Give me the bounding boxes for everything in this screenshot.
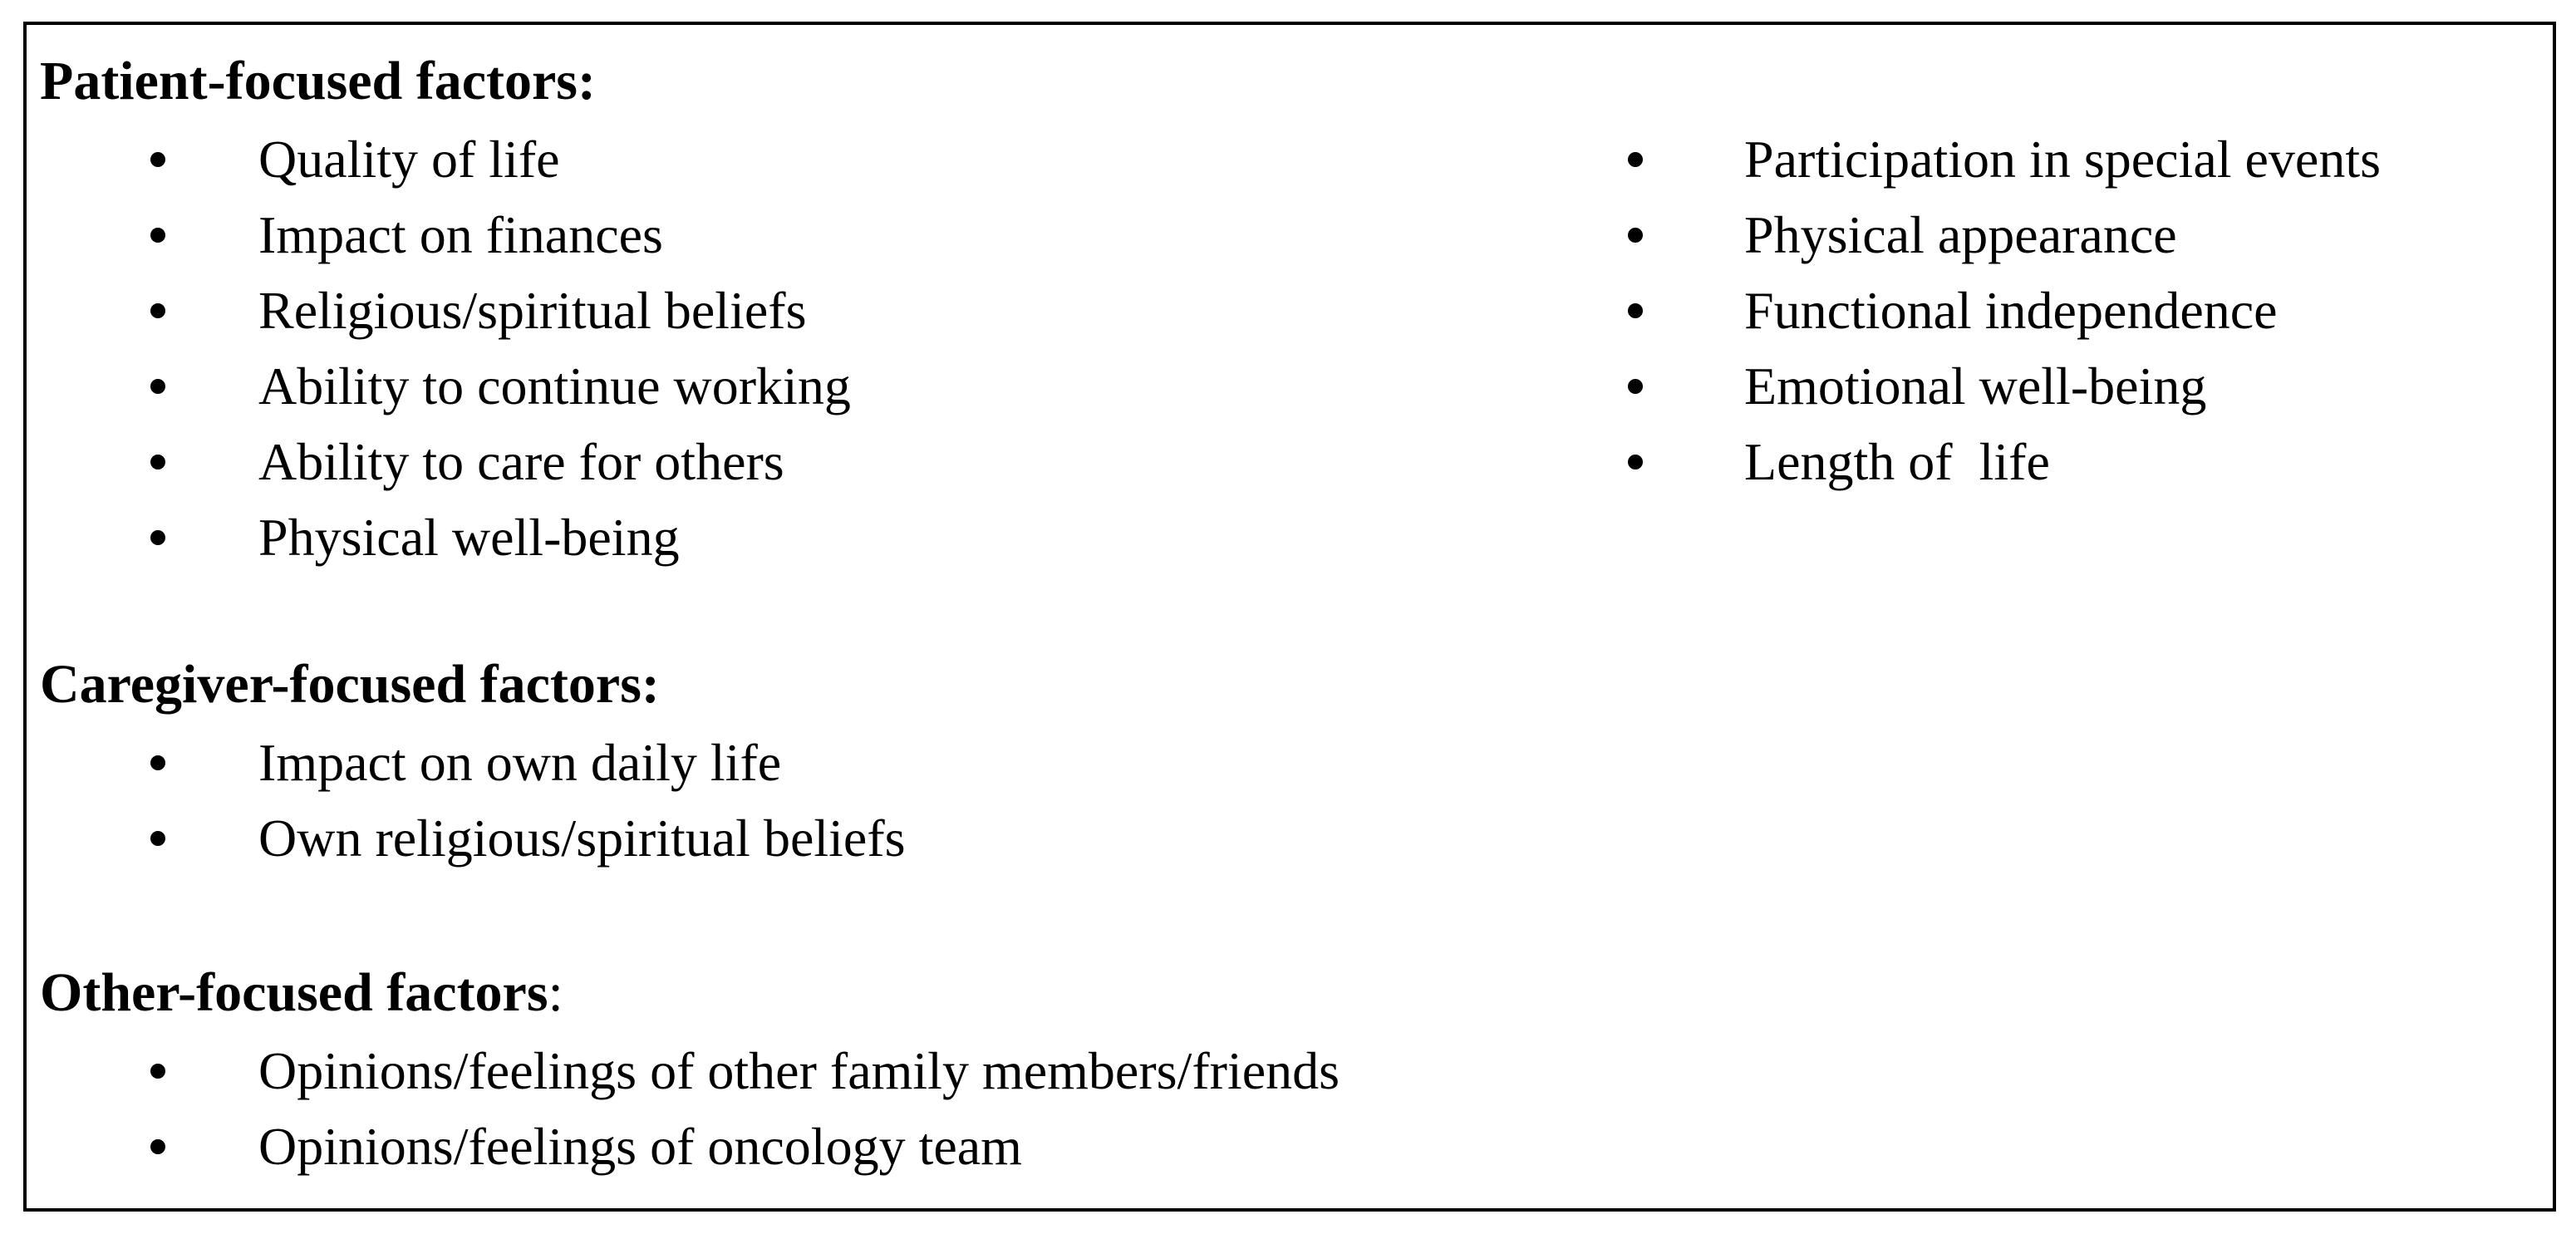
list-item-text: Impact on finances — [258, 205, 663, 264]
bullet-icon — [150, 348, 184, 425]
other-factors-heading-colon: : — [548, 962, 563, 1023]
bullet-icon — [150, 725, 184, 801]
list-item-text: Religious/spiritual beliefs — [258, 281, 807, 340]
bullet-icon — [150, 424, 184, 500]
bullet-icon — [150, 499, 184, 576]
list-item-text: Opinions/feelings of oncology team — [258, 1117, 1022, 1176]
patient-factors-heading — [40, 48, 596, 115]
bullet-icon — [1628, 197, 1661, 273]
list-item-text: Impact on own daily life — [258, 733, 782, 792]
bullet-icon — [150, 273, 184, 349]
bullet-icon — [1628, 424, 1661, 500]
factors-box — [23, 22, 2556, 1212]
patient-factors-heading-text: Patient-focused factors: — [40, 51, 596, 111]
list-item-text: Length of life — [1744, 432, 2050, 491]
bullet-icon — [1628, 348, 1661, 425]
list-item-text: Participation in special events — [1744, 130, 2381, 189]
list-item-text: Physical appearance — [1744, 205, 2177, 264]
other-factors-heading-text: Other-focused factors — [40, 962, 548, 1023]
other-factors-heading — [40, 960, 563, 1026]
bullet-icon — [1628, 273, 1661, 349]
bullet-icon — [150, 197, 184, 273]
bullet-icon — [150, 800, 184, 877]
bullet-icon — [150, 121, 184, 198]
list-item-text: Emotional well-being — [1744, 356, 2207, 415]
list-item-text: Physical well-being — [258, 508, 680, 567]
list-item-text: Quality of life — [258, 130, 560, 189]
list-item-text: Opinions/feelings of other family members/friends — [258, 1041, 1340, 1100]
caregiver-factors-heading-text: Caregiver-focused factors: — [40, 654, 660, 715]
list-item-text: Ability to care for others — [258, 432, 784, 491]
bullet-icon — [1628, 121, 1661, 198]
bullet-icon — [150, 1033, 184, 1109]
list-item-text: Functional independence — [1744, 281, 2278, 340]
list-item-text: Ability to continue working — [258, 356, 851, 415]
list-item-text: Own religious/spiritual beliefs — [258, 809, 906, 868]
bullet-icon — [150, 1109, 184, 1185]
caregiver-factors-heading — [40, 651, 660, 718]
